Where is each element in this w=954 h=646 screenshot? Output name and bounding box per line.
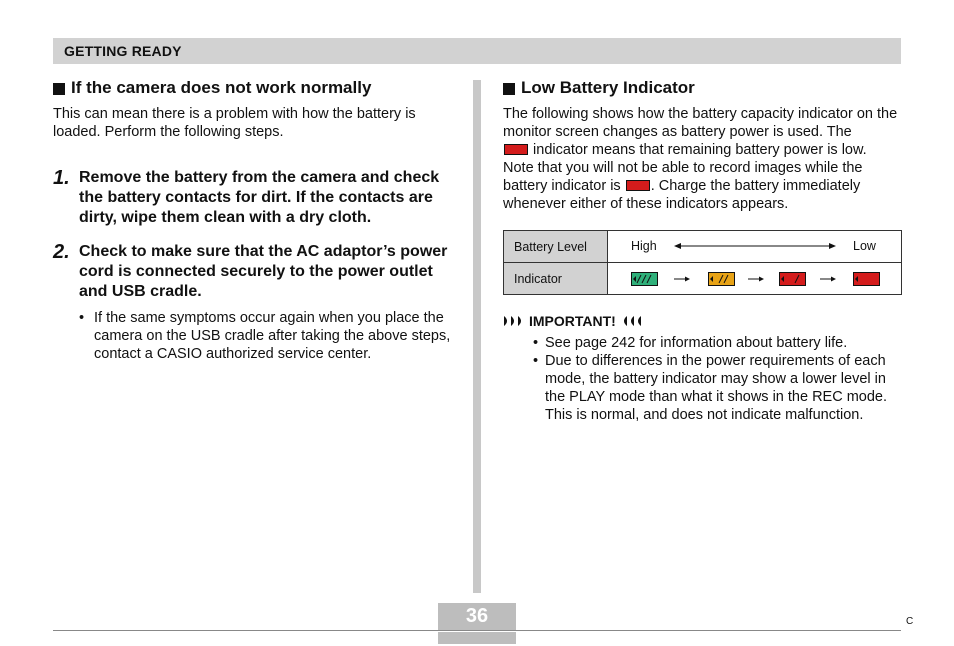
step-2: [53, 242, 453, 302]
para-part-1: The following shows how the battery capacity indicator on the monitor screen changes as battery power is used. The: [503, 106, 898, 140]
battery-mid-icon: [708, 272, 735, 286]
important-block: [503, 313, 903, 424]
battery-low-icon: [779, 272, 806, 286]
arrow-right-icon: [674, 276, 690, 282]
important-left-icon: [503, 315, 525, 327]
corner-mark: C: [906, 616, 914, 627]
battery-low-icon: [504, 144, 528, 155]
step-text: Check to make sure that the AC adaptor’s power cord is connected securely to the power outlet and USB cradle.: [79, 243, 448, 300]
bullet-dot-icon: •: [533, 353, 539, 369]
square-bullet-icon: [53, 83, 65, 95]
battery-level-scale: [608, 231, 902, 263]
low-label: Low: [853, 239, 876, 253]
important-heading: [503, 313, 903, 329]
right-column: [503, 78, 903, 213]
step-number: 1.: [53, 167, 70, 189]
indicator-label: Indicator: [504, 263, 608, 295]
right-section-title: Low Battery Indicator: [521, 78, 695, 97]
high-label: High: [631, 239, 657, 253]
footer-rule: [53, 630, 901, 631]
step-number: 2.: [53, 241, 70, 263]
column-divider: [473, 80, 481, 593]
para-part-3: . Charge the battery immediately whenever either of these indicators appears.: [503, 178, 861, 212]
step-text: Remove the battery from the camera and check the battery contacts for dirt. If the contacts are dirty, wipe them clean with a dry cloth.: [79, 169, 440, 226]
indicator-sequence: [608, 263, 902, 295]
battery-full-icon: [631, 272, 658, 286]
battery-empty-icon: [626, 180, 650, 191]
bullet-dot-icon: •: [79, 310, 85, 326]
para-part-2: indicator means that remaining battery power is low. Note that you will not be able to record images while the battery indicator is: [503, 142, 867, 194]
arrow-right-icon: [748, 276, 764, 282]
important-item-text: See page 242 for information about battery life.: [545, 335, 848, 351]
left-column: [53, 78, 453, 363]
battery-empty-icon: [853, 272, 880, 286]
left-section-title: If the camera does not work normally: [71, 78, 372, 97]
bullet-text: If the same symptoms occur again when you place the camera on the USB cradle after taking the above steps, contact a CASIO authorized service center.: [94, 310, 451, 362]
arrow-right-icon: [820, 276, 836, 282]
right-section-heading: [503, 78, 903, 98]
important-right-icon: [620, 315, 642, 327]
step-1: [53, 168, 453, 228]
battery-level-table: [503, 230, 902, 295]
left-bullet-list: [79, 309, 453, 363]
page-number-tab: [438, 632, 516, 644]
important-list: [533, 334, 903, 424]
section-header-bar: [53, 38, 901, 64]
square-bullet-icon: [503, 83, 515, 95]
list-item: [533, 334, 903, 352]
arrow-both-icon: [674, 241, 836, 251]
important-label: IMPORTANT!: [529, 313, 616, 329]
table-row: [504, 231, 902, 263]
left-intro: This can mean there is a problem with how the battery is loaded. Perform the following steps.: [53, 106, 416, 140]
important-item-text: Due to differences in the power requirements of each mode, the battery indicator may show a lower level in the PLAY mode than what it shows in the REC mode. This is normal, and does not indicate malfunction.: [545, 353, 888, 423]
right-paragraph: [503, 105, 899, 213]
section-header-title: GETTING READY: [64, 43, 182, 59]
page-number: 36: [438, 603, 516, 630]
left-section-heading: [53, 78, 453, 98]
bullet-dot-icon: •: [533, 335, 539, 351]
list-item: [79, 309, 453, 363]
battery-level-label: Battery Level: [504, 231, 608, 263]
list-item: [533, 352, 903, 424]
table-row: [504, 263, 902, 295]
